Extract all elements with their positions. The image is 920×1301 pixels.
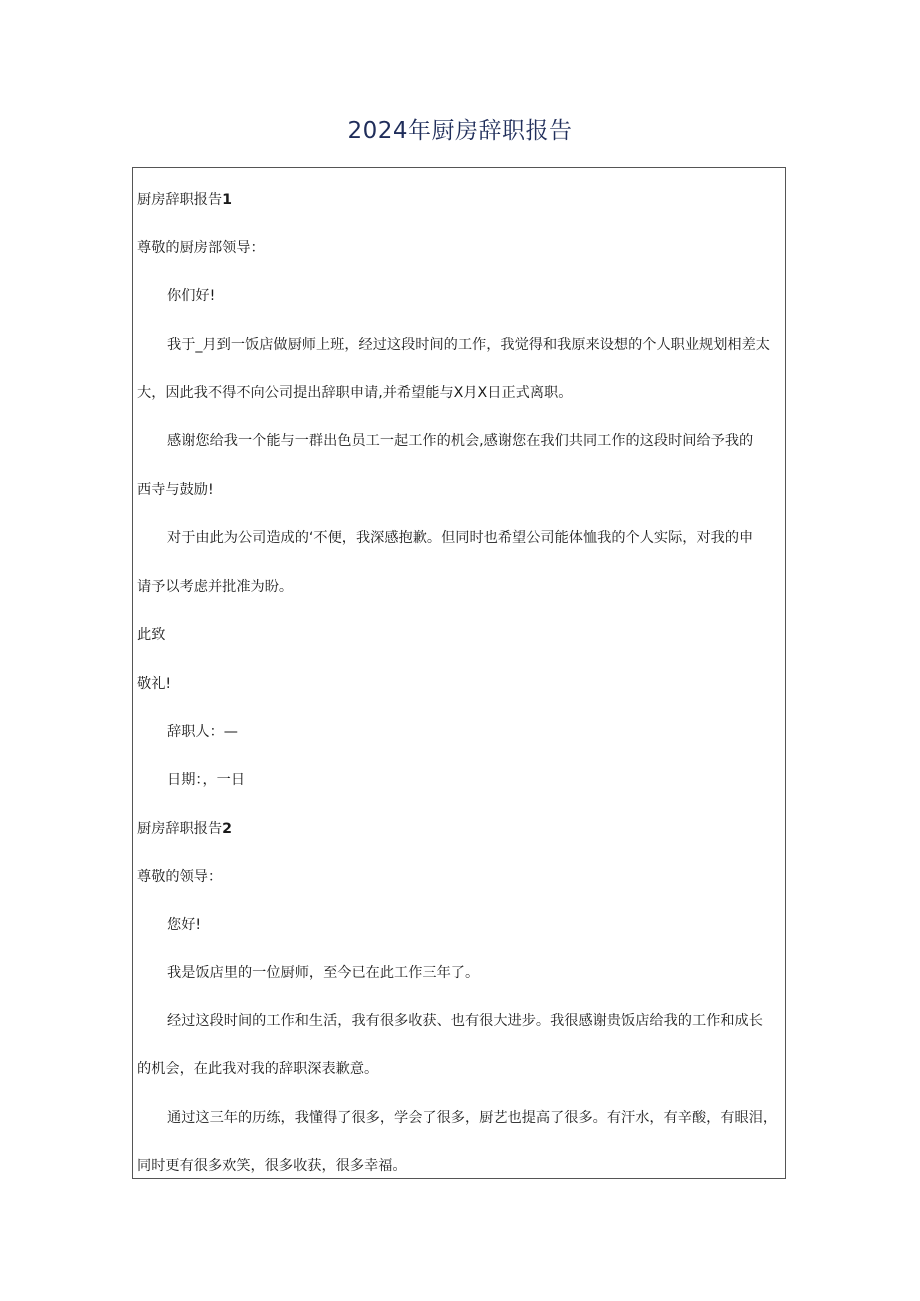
- report1-para2-line2: 西寺与鼓励!: [137, 482, 214, 498]
- report1-para3-line2: 请予以考虑并批准为盼。: [137, 579, 294, 595]
- report2-para3-line2: 同时更有很多欢笑，很多收获，很多幸福。: [137, 1158, 407, 1174]
- report2-para3-line1: 通过这三年的历练，我懂得了很多，学会了很多，厨艺也提高了很多。有汗水，有辛酸，有眼泪，: [167, 1110, 778, 1126]
- report1-closing-1: 此致: [137, 627, 166, 643]
- report1-signer: 辞职人：—: [167, 724, 238, 740]
- report1-date: 日期：，一日: [167, 772, 246, 788]
- report1-para2-line1: 感谢您给我一个能与一群出色员工一起工作的机会,感谢您在我们共同工作的这段时间给予我的: [167, 433, 754, 449]
- report2-para2-line1: 经过这段时间的工作和生活，我有很多收获、也有很大进步。我很感谢贵饭店给我的工作和成长: [167, 1013, 763, 1029]
- report2-salutation: 尊敬的领导：: [137, 869, 223, 885]
- report2-para2-line2: 的机会，在此我对我的辞职深表歉意。: [137, 1061, 379, 1077]
- report1-heading-number: 1: [222, 192, 233, 208]
- report1-heading-text: 厨房辞职报告: [137, 192, 223, 208]
- report1-heading: [137, 190, 232, 210]
- report2-para1-line1: 我是饭店里的一位厨师，至今已在此工作三年了。: [167, 965, 480, 981]
- report2-heading-number: 2: [222, 821, 233, 837]
- report1-para1-line1: 我于_月到一饭店做厨师上班，经过这段时间的工作，我觉得和我原来设想的个人职业规划相差太: [167, 337, 770, 353]
- report1-salutation: 尊敬的厨房部领导：: [137, 240, 265, 256]
- report1-closing-2: 敬礼!: [137, 676, 172, 692]
- document-title: 2024年厨房辞职报告: [347, 118, 573, 144]
- document-body: [132, 167, 786, 1179]
- report2-greeting: 您好!: [167, 917, 202, 933]
- report1-para3-line1: 对于由此为公司造成的‘不便，我深感抱歉。但同时也希望公司能体恤我的个人实际，对我的申: [167, 530, 754, 546]
- report1-para1-line2: 大，因此我不得不向公司提出辞职申请,并希望能与X月X日正式离职。: [137, 385, 573, 401]
- report1-greeting: 你们好!: [167, 288, 216, 304]
- report2-heading-text: 厨房辞职报告: [137, 821, 223, 837]
- report2-heading: [137, 819, 232, 839]
